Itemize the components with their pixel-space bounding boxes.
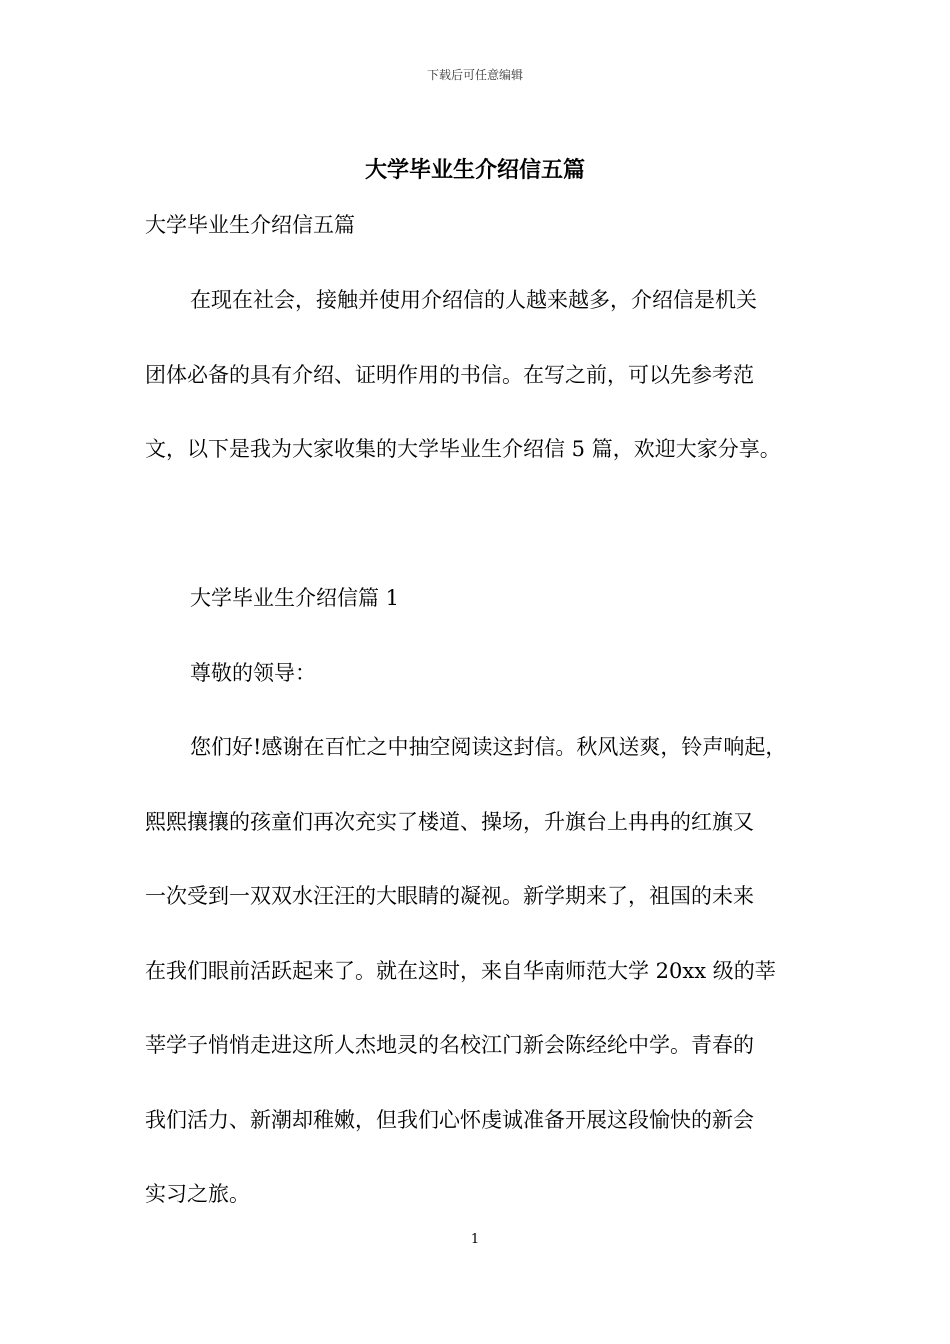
document-subtitle: 大学毕业生介绍信五篇 bbox=[145, 213, 355, 237]
body-line-2: 熙熙攘攘的孩童们再次充实了楼道、操场，升旗台上冉冉的红旗又 bbox=[145, 810, 754, 834]
section-heading: 大学毕业生介绍信篇 1 bbox=[190, 586, 400, 610]
body-line-6: 我们活力、新潮却稚嫩，但我们心怀虔诚准备开展这段愉快的新会 bbox=[145, 1108, 754, 1132]
body-line-4: 在我们眼前活跃起来了。就在这时，来自华南师范大学 20xx 级的莘 bbox=[145, 959, 776, 983]
salutation: 尊敬的领导： bbox=[190, 661, 316, 685]
intro-line-2: 团体必备的具有介绍、证明作用的书信。在写之前，可以先参考范 bbox=[145, 363, 754, 387]
intro-line-3: 文，以下是我为大家收集的大学毕业生介绍信 5 篇，欢迎大家分享。 bbox=[145, 437, 781, 461]
body-line-5: 莘学子悄悄走进这所人杰地灵的名校江门新会陈经纶中学。青春的 bbox=[145, 1033, 754, 1057]
body-line-7: 实习之旅。 bbox=[145, 1182, 250, 1206]
document-title: 大学毕业生介绍信五篇 bbox=[364, 157, 585, 183]
body-line-3: 一次受到一双双水汪汪的大眼睛的凝视。新学期来了，祖国的未来 bbox=[145, 884, 754, 908]
body-line-1: 您们好!感谢在百忙之中抽空阅读这封信。秋风送爽，铃声响起， bbox=[190, 735, 787, 759]
page-number: 1 bbox=[470, 1232, 480, 1247]
header-note: 下载后可任意编辑 bbox=[426, 68, 523, 82]
intro-line-1: 在现在社会，接触并使用介绍信的人越来越多，介绍信是机关 bbox=[190, 288, 757, 312]
